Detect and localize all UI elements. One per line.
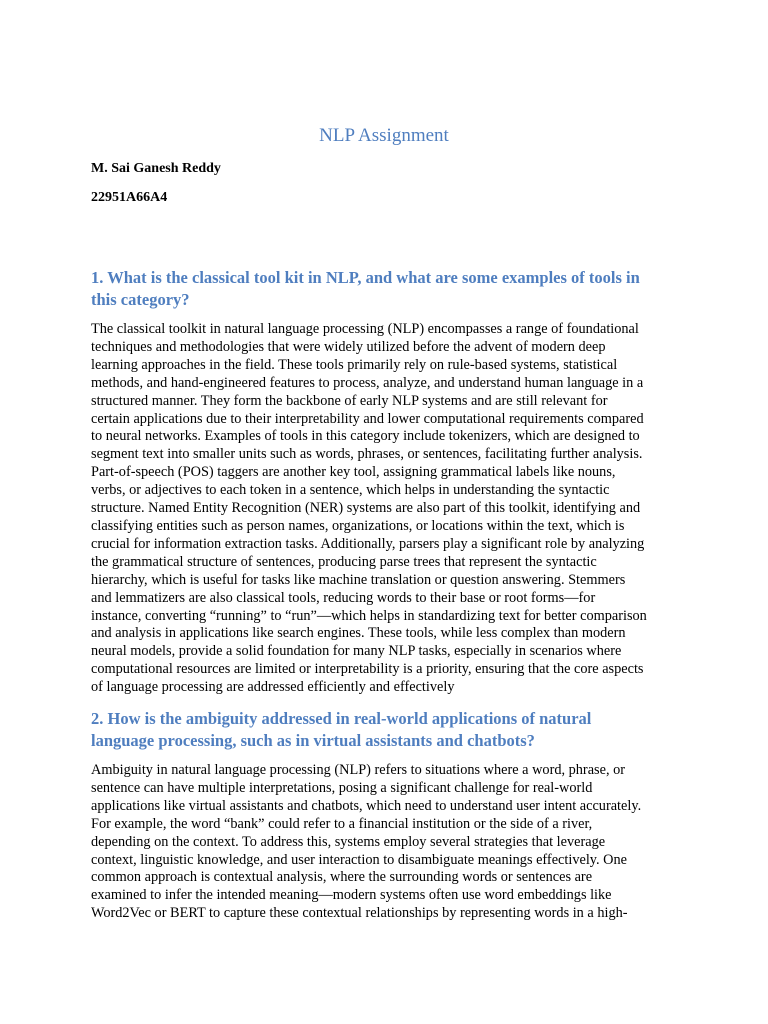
roll-number: 22951A66A4 <box>91 190 168 205</box>
body-line: depending on the context. To address this, systems employ several strategies that leverage <box>91 833 606 850</box>
page-title: NLP Assignment <box>319 125 449 146</box>
body-line: to neural networks. Examples of tools in this category include tokenizers, which are designed to <box>91 428 640 445</box>
body-line: structure. Named Entity Recognition (NER) systems are also part of this toolkit, identifying and <box>91 500 641 517</box>
body-line: learning approaches in the field. These tools primarily rely on rule-based systems, statistical <box>91 356 618 373</box>
body-line: hierarchy, which is useful for tasks like machine translation or question answering. Stemmers <box>91 571 626 588</box>
heading-line: this category? <box>91 289 190 309</box>
body-line: and analysis in applications like search engines. These tools, while less complex than modern <box>91 625 626 642</box>
body-line: sentence can have multiple interpretations, posing a significant challenge for real-world <box>91 779 593 796</box>
section-2-body <box>91 762 691 923</box>
body-line: structured manner. They form the backbone of early NLP systems and are still relevant for <box>91 392 608 409</box>
body-line: certain applications due to their interpretability and lower computational requirements compared <box>91 410 644 427</box>
body-line: Word2Vec or BERT to capture these contextual relationships by representing words in a high- <box>91 905 628 922</box>
body-line: verbs, or adjectives to each token in a sentence, which helps in understanding the syntactic <box>91 482 610 499</box>
heading-line: language processing, such as in virtual assistants and chatbots? <box>91 730 535 750</box>
body-line: neural models, provide a solid foundation for many NLP tasks, especially in scenarios where <box>91 643 622 660</box>
body-line: examined to infer the intended meaning—modern systems often use word embeddings like <box>91 887 612 904</box>
heading-line: 1. What is the classical tool kit in NLP, and what are some examples of tools in <box>91 268 640 287</box>
body-line: The classical toolkit in natural language processing (NLP) encompasses a range of foundational <box>91 321 639 337</box>
body-line: computational resources are limited or interpretability is a priority, ensuring that the core aspects <box>91 661 644 678</box>
body-line: and lemmatizers are also classical tools, reducing words to their base or root forms—for <box>91 589 596 606</box>
body-line: methods, and hand-engineered features to process, analyze, and understand human language in a <box>91 374 644 391</box>
body-line: instance, converting “running” to “run”—which helps in standardizing text for better comparison <box>91 607 647 624</box>
author-name: M. Sai Ganesh Reddy <box>91 161 221 176</box>
body-line: context, linguistic knowledge, and user interaction to disambiguate meanings effectively. One <box>91 851 627 868</box>
section-1-heading <box>91 267 691 310</box>
body-line: of language processing are addressed efficiently and effectively <box>91 679 455 696</box>
body-line: common approach is contextual analysis, where the surrounding words or sentences are <box>91 869 593 886</box>
body-line: classifying entities such as person names, organizations, or locations within the text, which is <box>91 517 625 534</box>
body-line: applications like virtual assistants and chatbots, which need to understand user intent accurately. <box>91 797 642 814</box>
body-line: segment text into smaller units such as words, phrases, or sentences, facilitating further analysis. <box>91 446 643 463</box>
section-1-body <box>91 321 691 697</box>
body-line: techniques and methodologies that were widely utilized before the advent of modern deep <box>91 338 606 355</box>
body-line: Ambiguity in natural language processing (NLP) refers to situations where a word, phrase, or <box>91 762 626 778</box>
body-line: crucial for information extraction tasks. Additionally, parsers play a significant role by analyzing <box>91 535 645 552</box>
section-2-heading <box>91 708 691 751</box>
body-line: the grammatical structure of sentences, producing parse trees that represent the syntactic <box>91 553 597 570</box>
heading-line: 2. How is the ambiguity addressed in real-world applications of natural <box>91 709 592 728</box>
body-line: Part-of-speech (POS) taggers are another key tool, assigning grammatical labels like nouns, <box>91 464 616 481</box>
body-line: For example, the word “bank” could refer to a financial institution or the side of a river, <box>91 815 593 832</box>
